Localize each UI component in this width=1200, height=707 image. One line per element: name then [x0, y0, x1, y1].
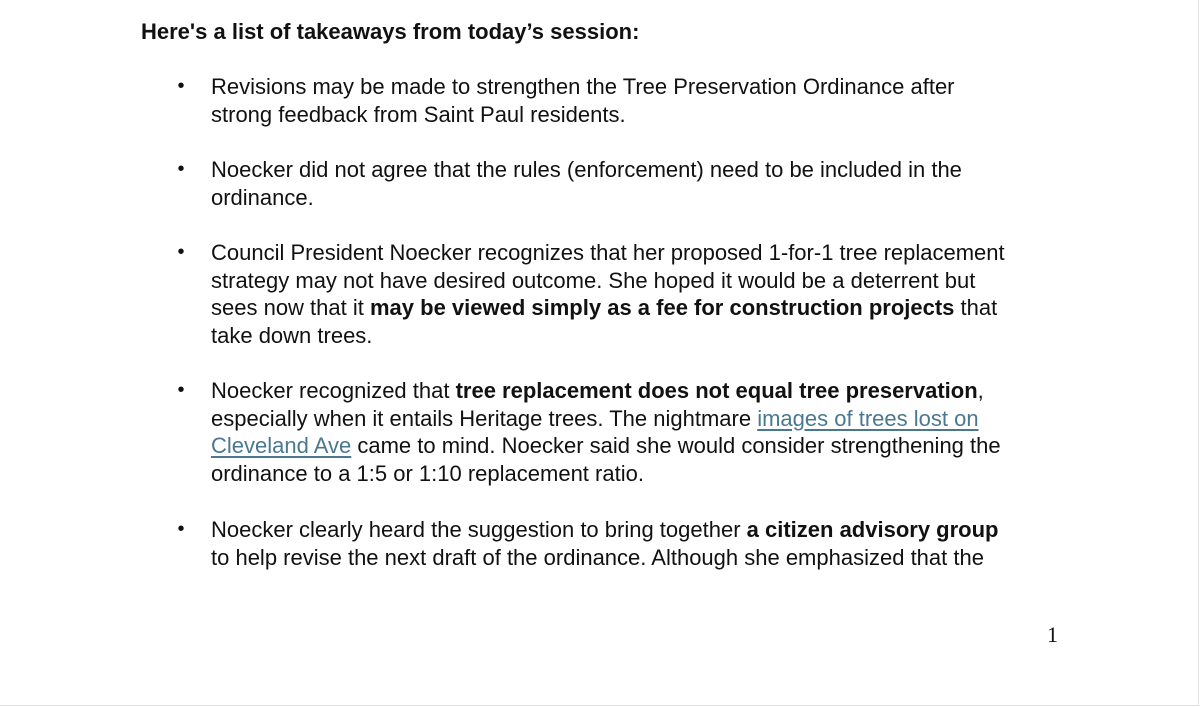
item-line	[211, 377, 1091, 405]
item-line: strong feedback from Saint Paul residents.	[211, 101, 626, 127]
bullet-icon: •	[177, 75, 185, 97]
item-line: Council President Noecker recognizes that her proposed 1-for-1 tree replacement	[211, 240, 1005, 265]
item-line	[211, 294, 1091, 322]
item-line: Noecker did not agree that the rules (enforcement) need to be included in the	[211, 157, 962, 182]
item-text: ,	[977, 378, 984, 403]
takeaways-heading: Here's a list of takeaways from today’s session:	[141, 19, 640, 44]
item-line: Revisions may be made to strengthen the Tree Preservation Ordinance after	[211, 74, 955, 99]
item-line: strategy may not have desired outcome. She hoped it would be a deterrent but	[211, 267, 976, 293]
bullet-icon: •	[177, 518, 185, 540]
item-line: take down trees.	[211, 322, 373, 348]
cleveland-ave-link[interactable]: images of trees lost on	[757, 405, 979, 431]
bold-phrase: tree replacement does not equal tree preservation	[455, 378, 978, 403]
bold-phrase: may be viewed simply as a fee for construction projects	[369, 295, 955, 320]
list-item	[177, 73, 1091, 128]
bold-phrase: a citizen advisory group	[746, 517, 999, 542]
item-text: that	[954, 295, 998, 320]
item-line: to help revise the next draft of the ordinance. Although she emphasized that the	[211, 544, 984, 570]
page-number: 1	[1047, 622, 1058, 647]
bullet-icon: •	[177, 158, 185, 180]
list-item	[177, 156, 1091, 211]
item-line: ordinance to a 1:5 or 1:10 replacement ratio.	[211, 460, 644, 486]
bullet-icon: •	[177, 379, 185, 401]
item-text: especially when it entails Heritage trees. The nightmare	[211, 405, 758, 431]
item-text: sees now that it	[211, 295, 370, 320]
item-line	[211, 516, 1091, 544]
list-item	[177, 377, 1091, 487]
item-text: Noecker clearly heard the suggestion to bring together	[211, 517, 747, 542]
item-line	[211, 432, 1091, 460]
list-item	[177, 516, 1091, 571]
item-text: came to mind. Noecker said she would consider strengthening the	[351, 433, 1001, 458]
item-line: ordinance.	[211, 184, 314, 210]
list-item	[177, 239, 1091, 349]
item-line	[211, 405, 1091, 433]
cleveland-ave-link[interactable]: Cleveland Ave	[211, 433, 352, 458]
bullet-icon: •	[177, 241, 185, 263]
item-text: Noecker recognized that	[211, 378, 456, 403]
